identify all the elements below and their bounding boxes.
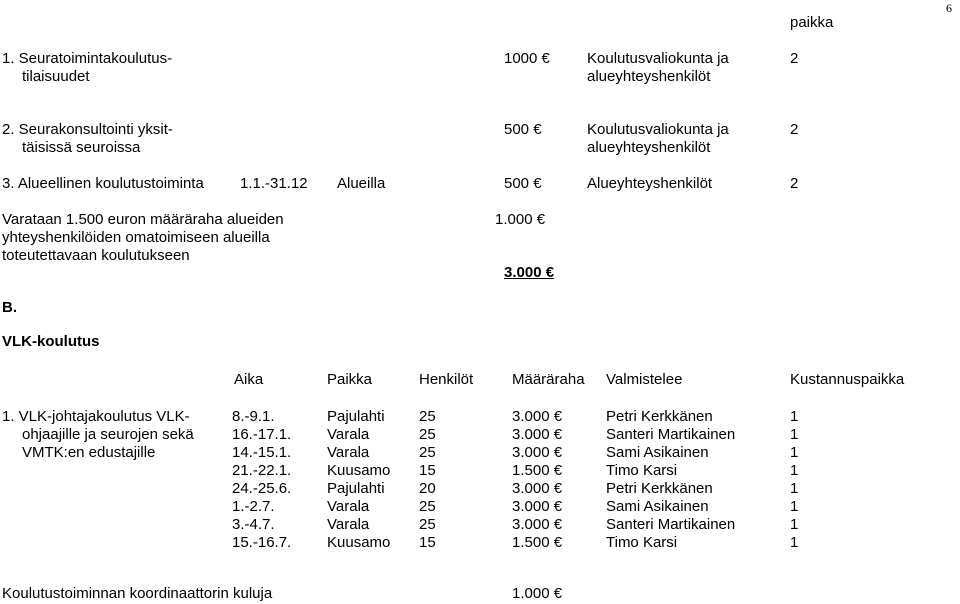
table-label-line3: VMTK:en edustajille <box>22 444 156 461</box>
table-header-aika: Aika <box>234 371 264 388</box>
table-header-valmistelee: Valmistelee <box>606 371 683 388</box>
item-2-name-line2: täisissä seuroissa <box>22 139 141 156</box>
item-3-date: 1.1.-31.12 <box>240 175 308 192</box>
cell-paikka: Varala <box>327 516 370 533</box>
table-label-line1: 1. VLK-johtajakoulutus VLK- <box>2 408 190 425</box>
cell-henkilot: 20 <box>419 480 436 497</box>
table-row <box>0 426 960 444</box>
table-row <box>0 498 960 516</box>
table-label-line2: ohjaajille ja seurojen sekä <box>22 426 194 443</box>
item-2-responsible-line2: alueyhteyshenkilöt <box>587 139 711 156</box>
item-1-amount: 1000 € <box>504 50 550 67</box>
table-header-maararaha: Määräraha <box>512 371 585 388</box>
reserve-text-line1: Varataan 1.500 euron määräraha alueiden <box>2 211 284 228</box>
section-title: VLK-koulutus <box>2 333 100 350</box>
cell-maararaha: 3.000 € <box>512 498 563 515</box>
cell-paikka: Varala <box>327 426 370 443</box>
table-row <box>0 444 960 462</box>
item-2-amount: 500 € <box>504 121 542 138</box>
item-3-name: 3. Alueellinen koulutustoiminta <box>2 175 204 192</box>
cell-valmistelee: Petri Kerkkänen <box>606 480 713 497</box>
item-2-name-line1: 2. Seurakonsultointi yksit- <box>2 121 173 138</box>
cell-maararaha: 3.000 € <box>512 408 563 425</box>
cell-kustannuspaikka: 1 <box>790 516 799 533</box>
cell-valmistelee: Santeri Martikainen <box>606 516 736 533</box>
item-3-place: 2 <box>790 175 799 192</box>
cell-paikka: Kuusamo <box>327 462 391 479</box>
cell-valmistelee: Petri Kerkkänen <box>606 408 713 425</box>
item-1-name-line1: 1. Seuratoimintakoulutus- <box>2 50 173 67</box>
cell-kustannuspaikka: 1 <box>790 480 799 497</box>
cell-henkilot: 25 <box>419 408 436 425</box>
cell-maararaha: 3.000 € <box>512 516 563 533</box>
cell-kustannuspaikka: 1 <box>790 498 799 515</box>
cell-paikka: Varala <box>327 444 370 461</box>
cell-aika: 21.-22.1. <box>232 462 292 479</box>
cell-paikka: Pajulahti <box>327 480 385 497</box>
section-letter: B. <box>2 299 17 316</box>
item-1-responsible-line2: alueyhteyshenkilöt <box>587 68 711 85</box>
cell-valmistelee: Sami Asikainen <box>606 498 709 515</box>
cell-henkilot: 25 <box>419 516 436 533</box>
cell-valmistelee: Santeri Martikainen <box>606 426 736 443</box>
column-header-paikka: paikka <box>790 14 834 31</box>
cell-aika: 1.-2.7. <box>232 498 275 515</box>
cell-valmistelee: Sami Asikainen <box>606 444 709 461</box>
cell-valmistelee: Timo Karsi <box>606 534 678 551</box>
cell-kustannuspaikka: 1 <box>790 444 799 461</box>
table-header-paikka: Paikka <box>327 371 373 388</box>
cell-henkilot: 15 <box>419 462 436 479</box>
reserve-total: 3.000 € <box>504 264 555 281</box>
table-row <box>0 408 960 426</box>
cell-kustannuspaikka: 1 <box>790 408 799 425</box>
cell-maararaha: 1.500 € <box>512 534 563 551</box>
cell-aika: 3.-4.7. <box>232 516 275 533</box>
item-2-place: 2 <box>790 121 799 138</box>
cell-aika: 16.-17.1. <box>232 426 292 443</box>
item-2-responsible-line1: Koulutusvaliokunta ja <box>587 121 729 138</box>
item-1-responsible-line1: Koulutusvaliokunta ja <box>587 50 729 67</box>
cell-aika: 15.-16.7. <box>232 534 292 551</box>
table-row <box>0 534 960 552</box>
cell-kustannuspaikka: 1 <box>790 462 799 479</box>
cell-henkilot: 15 <box>419 534 436 551</box>
cell-maararaha: 3.000 € <box>512 480 563 497</box>
cell-valmistelee: Timo Karsi <box>606 462 678 479</box>
table-row <box>0 480 960 498</box>
cell-kustannuspaikka: 1 <box>790 534 799 551</box>
table-row <box>0 516 960 534</box>
cell-maararaha: 3.000 € <box>512 426 563 443</box>
cell-paikka: Pajulahti <box>327 408 385 425</box>
cell-henkilot: 25 <box>419 426 436 443</box>
item-1-name-line2: tilaisuudet <box>22 68 90 85</box>
cell-kustannuspaikka: 1 <box>790 426 799 443</box>
table-header-kustannuspaikka: Kustannuspaikka <box>790 371 905 388</box>
cell-aika: 8.-9.1. <box>232 408 275 425</box>
item-3-where: Alueilla <box>337 175 386 192</box>
reserve-text-line2: yhteyshenkilöiden omatoimiseen alueilla <box>2 229 270 246</box>
cell-paikka: Varala <box>327 498 370 515</box>
cell-henkilot: 25 <box>419 498 436 515</box>
table-header-henkilot: Henkilöt <box>419 371 474 388</box>
page-number: 6 <box>946 1 952 15</box>
cell-maararaha: 3.000 € <box>512 444 563 461</box>
item-1-place: 2 <box>790 50 799 67</box>
cell-henkilot: 25 <box>419 444 436 461</box>
cell-paikka: Kuusamo <box>327 534 391 551</box>
item-3-responsible: Alueyhteyshenkilöt <box>587 175 713 192</box>
cell-aika: 14.-15.1. <box>232 444 292 461</box>
footer-label: Koulutustoiminnan koordinaattorin kuluja <box>2 585 273 602</box>
table-row <box>0 462 960 480</box>
cell-aika: 24.-25.6. <box>232 480 292 497</box>
cell-maararaha: 1.500 € <box>512 462 563 479</box>
reserve-text-line3: toteutettavaan koulutukseen <box>2 247 190 264</box>
item-3-amount: 500 € <box>504 175 542 192</box>
footer-amount: 1.000 € <box>512 585 563 602</box>
reserve-amount: 1.000 € <box>495 211 546 228</box>
